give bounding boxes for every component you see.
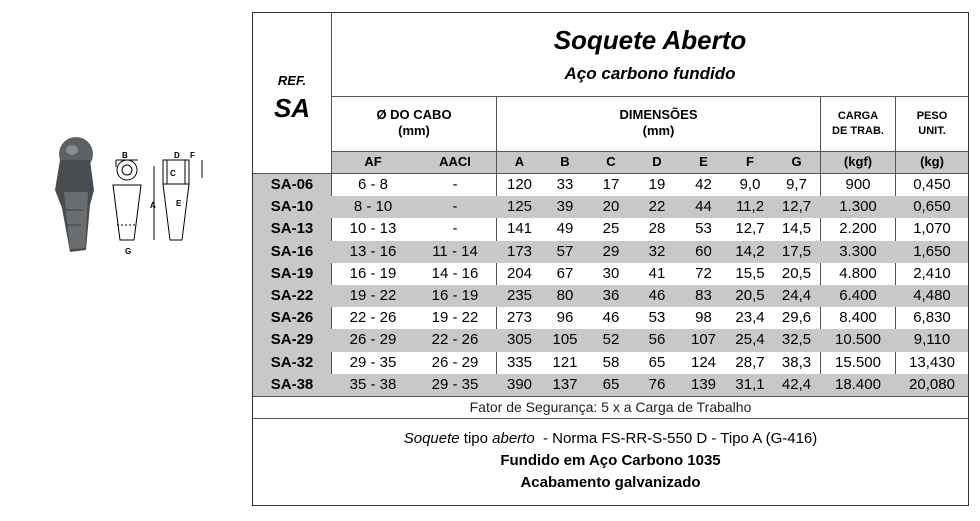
figure-label-e: E xyxy=(176,199,182,208)
table-cell: 58 xyxy=(602,353,620,371)
table-body xyxy=(253,174,968,396)
row-ref: SA-38 xyxy=(253,374,331,396)
table-cell: 32,5 xyxy=(781,331,812,349)
table-cell: 3.300 xyxy=(839,242,877,260)
table-cell: 16 - 19 xyxy=(349,264,397,282)
table-cell: 305 xyxy=(506,331,533,349)
table-cell: 96 xyxy=(556,309,574,327)
table-cell: 6 - 8 xyxy=(357,176,388,193)
row-ref: SA-16 xyxy=(253,241,331,263)
table-cell: 25 xyxy=(602,220,620,238)
table-cell: 0,650 xyxy=(913,198,951,216)
table-cell: 38,3 xyxy=(781,353,812,371)
table-cell: 49 xyxy=(556,220,574,238)
figure-label-b: B xyxy=(122,151,128,160)
table-cell: 29 xyxy=(602,242,620,260)
table-cell: 6.400 xyxy=(839,286,877,304)
table-row xyxy=(253,307,968,329)
table-cell: 1,070 xyxy=(913,220,951,238)
table-cell: 35 - 38 xyxy=(349,375,397,393)
table-cell: 65 xyxy=(648,353,666,371)
table-cell: 125 xyxy=(506,198,533,216)
table-cell: 2,410 xyxy=(913,264,951,282)
figure-label-c: C xyxy=(170,169,176,178)
table-cell: 137 xyxy=(552,375,578,393)
spec-table xyxy=(252,12,969,506)
table-cell: 25,4 xyxy=(735,331,765,349)
table-cell: 12,7 xyxy=(781,198,812,216)
table-cell: 20,5 xyxy=(781,264,812,282)
table-cell: 10.500 xyxy=(835,331,881,349)
table-cell: 46 xyxy=(648,286,666,304)
table-cell: - xyxy=(452,198,458,216)
figure-label-g: G xyxy=(125,247,132,256)
socket-drawing xyxy=(50,130,250,270)
table-cell: 13 - 16 xyxy=(349,242,397,260)
row-ref: SA-06 xyxy=(253,174,331,196)
subheader-kgf: (kgf) xyxy=(843,154,873,169)
table-cell: 10 - 13 xyxy=(349,220,397,238)
table-cell: 20 xyxy=(602,198,620,216)
table-cell: 42,4 xyxy=(781,375,812,393)
table-cell: 15.500 xyxy=(835,353,881,371)
table-cell: 65 xyxy=(602,375,620,393)
table-cell: 107 xyxy=(690,331,717,349)
table-cell: 60 xyxy=(695,242,712,260)
figure-label-f: F xyxy=(190,151,195,160)
table-cell: 28,7 xyxy=(735,353,765,371)
table-cell: 29 - 35 xyxy=(431,375,479,393)
table-cell: 46 xyxy=(602,309,620,327)
socket-front-drawing xyxy=(113,160,141,240)
table-cell: 98 xyxy=(695,309,712,327)
table-cell: 29 - 35 xyxy=(349,353,397,371)
table-cell: 141 xyxy=(506,220,533,238)
table-cell: 24,4 xyxy=(781,286,812,304)
table-cell: 31,1 xyxy=(735,375,765,393)
table-cell: - xyxy=(452,220,458,238)
row-ref: SA-32 xyxy=(253,352,331,374)
safety-factor-note: Fator de Segurança: 5 x a Carga de Trabalho xyxy=(469,399,752,415)
row-ref: SA-19 xyxy=(253,263,331,285)
table-row xyxy=(253,374,968,396)
table-cell: 22 xyxy=(648,198,666,216)
table-row xyxy=(253,329,968,351)
table-cell: 13,430 xyxy=(909,353,955,371)
subheader-e: E xyxy=(699,154,708,169)
table-cell: 235 xyxy=(506,286,533,304)
table-cell: 19 xyxy=(648,176,666,193)
table-cell: 1.300 xyxy=(839,198,877,216)
table-cell: 2.200 xyxy=(839,220,877,238)
table-cell: 19 - 22 xyxy=(349,286,397,304)
table-cell: 335 xyxy=(506,353,533,371)
table-cell: 6,830 xyxy=(913,309,951,327)
table-cell: 105 xyxy=(552,331,578,349)
table-cell: 53 xyxy=(695,220,712,238)
material-line: Fundido em Aço Carbono 1035 xyxy=(500,452,721,469)
product-subtitle: Aço carbono fundido xyxy=(564,64,736,83)
table-cell: 8.400 xyxy=(839,309,877,327)
row-ref: SA-26 xyxy=(253,307,331,329)
table-cell: 18.400 xyxy=(835,375,881,393)
table-cell: 32 xyxy=(648,242,666,260)
table-cell: 390 xyxy=(506,375,533,393)
table-cell: 8 - 10 xyxy=(353,198,393,216)
table-cell: 204 xyxy=(506,264,533,282)
table-cell: 121 xyxy=(552,353,578,371)
finish-line: Acabamento galvanizado xyxy=(520,474,701,491)
table-cell: 39 xyxy=(556,198,574,216)
ref-label: REF. xyxy=(277,73,307,88)
table-cell: 124 xyxy=(690,353,717,371)
table-cell: 30 xyxy=(602,264,620,282)
row-ref: SA-13 xyxy=(253,218,331,240)
subheader-aaci: AACI xyxy=(439,154,471,169)
table-cell: 83 xyxy=(695,286,712,304)
table-cell: 28 xyxy=(648,220,666,238)
table-cell: 273 xyxy=(506,309,533,327)
row-ref: SA-29 xyxy=(253,329,331,351)
table-cell: 72 xyxy=(695,264,712,282)
figure-label-d: D xyxy=(174,151,180,160)
product-illustration xyxy=(50,130,250,270)
table-cell: 4,480 xyxy=(913,286,951,304)
table-cell: 14,2 xyxy=(735,242,765,260)
table-cell: 53 xyxy=(648,309,666,327)
table-cell: 12,7 xyxy=(735,220,765,238)
subheader-c: C xyxy=(606,154,616,169)
weight-header: PESO UNIT. xyxy=(916,110,948,137)
table-cell: 11,2 xyxy=(735,198,765,216)
table-cell: 26 - 29 xyxy=(349,331,397,349)
table-row xyxy=(253,241,968,263)
load-header: CARGA DE TRAB. xyxy=(832,110,884,137)
subheader-d: D xyxy=(652,154,662,169)
product-notes xyxy=(253,428,968,494)
table-cell: 0,450 xyxy=(913,176,951,193)
dimensions-header: DIMENSÕES (mm) xyxy=(619,107,698,138)
table-cell: - xyxy=(452,176,458,193)
table-cell: 26 - 29 xyxy=(431,353,479,371)
product-title: Soquete Aberto xyxy=(553,25,747,55)
table-row xyxy=(253,174,968,196)
table-cell: 4.800 xyxy=(839,264,877,282)
table-row xyxy=(253,285,968,307)
ref-code: SA xyxy=(273,93,311,123)
table-cell: 52 xyxy=(602,331,620,349)
table-cell: 22 - 26 xyxy=(349,309,397,327)
table-row xyxy=(253,263,968,285)
table-cell: 173 xyxy=(506,242,533,260)
subheader-g: G xyxy=(791,154,802,169)
subheader-a: A xyxy=(514,154,525,169)
table-cell: 36 xyxy=(602,286,620,304)
table-cell: 67 xyxy=(556,264,574,282)
table-cell: 41 xyxy=(648,264,666,282)
table-cell: 900 xyxy=(845,176,871,193)
table-cell: 20,5 xyxy=(735,286,765,304)
table-cell: 17,5 xyxy=(781,242,812,260)
table-cell: 11 - 14 xyxy=(432,242,478,260)
table-row xyxy=(253,196,968,218)
table-cell: 120 xyxy=(506,176,533,193)
table-cell: 29,6 xyxy=(781,309,812,327)
figure-label-a: A xyxy=(150,201,156,210)
table-cell: 57 xyxy=(556,242,574,260)
table-cell: 23,4 xyxy=(735,309,765,327)
table-cell: 22 - 26 xyxy=(431,331,479,349)
table-cell: 15,5 xyxy=(735,264,765,282)
table-cell: 9,0 xyxy=(739,176,761,193)
subheader-af: AF xyxy=(364,154,382,169)
socket-photo xyxy=(55,137,94,252)
subheader-kg: (kg) xyxy=(920,154,944,169)
table-cell: 16 - 19 xyxy=(431,286,479,304)
table-cell: 17 xyxy=(602,176,620,193)
table-cell: 80 xyxy=(556,286,574,304)
cable-header: Ø DO CABO (mm) xyxy=(376,107,452,138)
table-cell: 44 xyxy=(695,198,712,216)
table-cell: 19 - 22 xyxy=(431,309,479,327)
norm-line: Soquete tipo aberto - Norma FS-RR-S-550 D - Tipo A (G-416) xyxy=(403,430,818,447)
table-cell: 20,080 xyxy=(909,375,955,393)
subheader-f: F xyxy=(746,154,754,169)
table-cell: 14,5 xyxy=(781,220,812,238)
row-ref: SA-22 xyxy=(253,285,331,307)
subheader-b: B xyxy=(560,154,570,169)
table-row xyxy=(253,218,968,240)
table-cell: 9,110 xyxy=(913,331,951,349)
row-ref: SA-10 xyxy=(253,196,331,218)
table-cell: 9,7 xyxy=(786,176,807,193)
table-cell: 76 xyxy=(648,375,666,393)
table-cell: 139 xyxy=(690,375,717,393)
table-row xyxy=(253,352,968,374)
table-cell: 33 xyxy=(556,176,574,193)
table-cell: 42 xyxy=(695,176,712,193)
table-cell: 14 - 16 xyxy=(431,264,479,282)
table-cell: 56 xyxy=(648,331,666,349)
table-cell: 1,650 xyxy=(913,242,951,260)
